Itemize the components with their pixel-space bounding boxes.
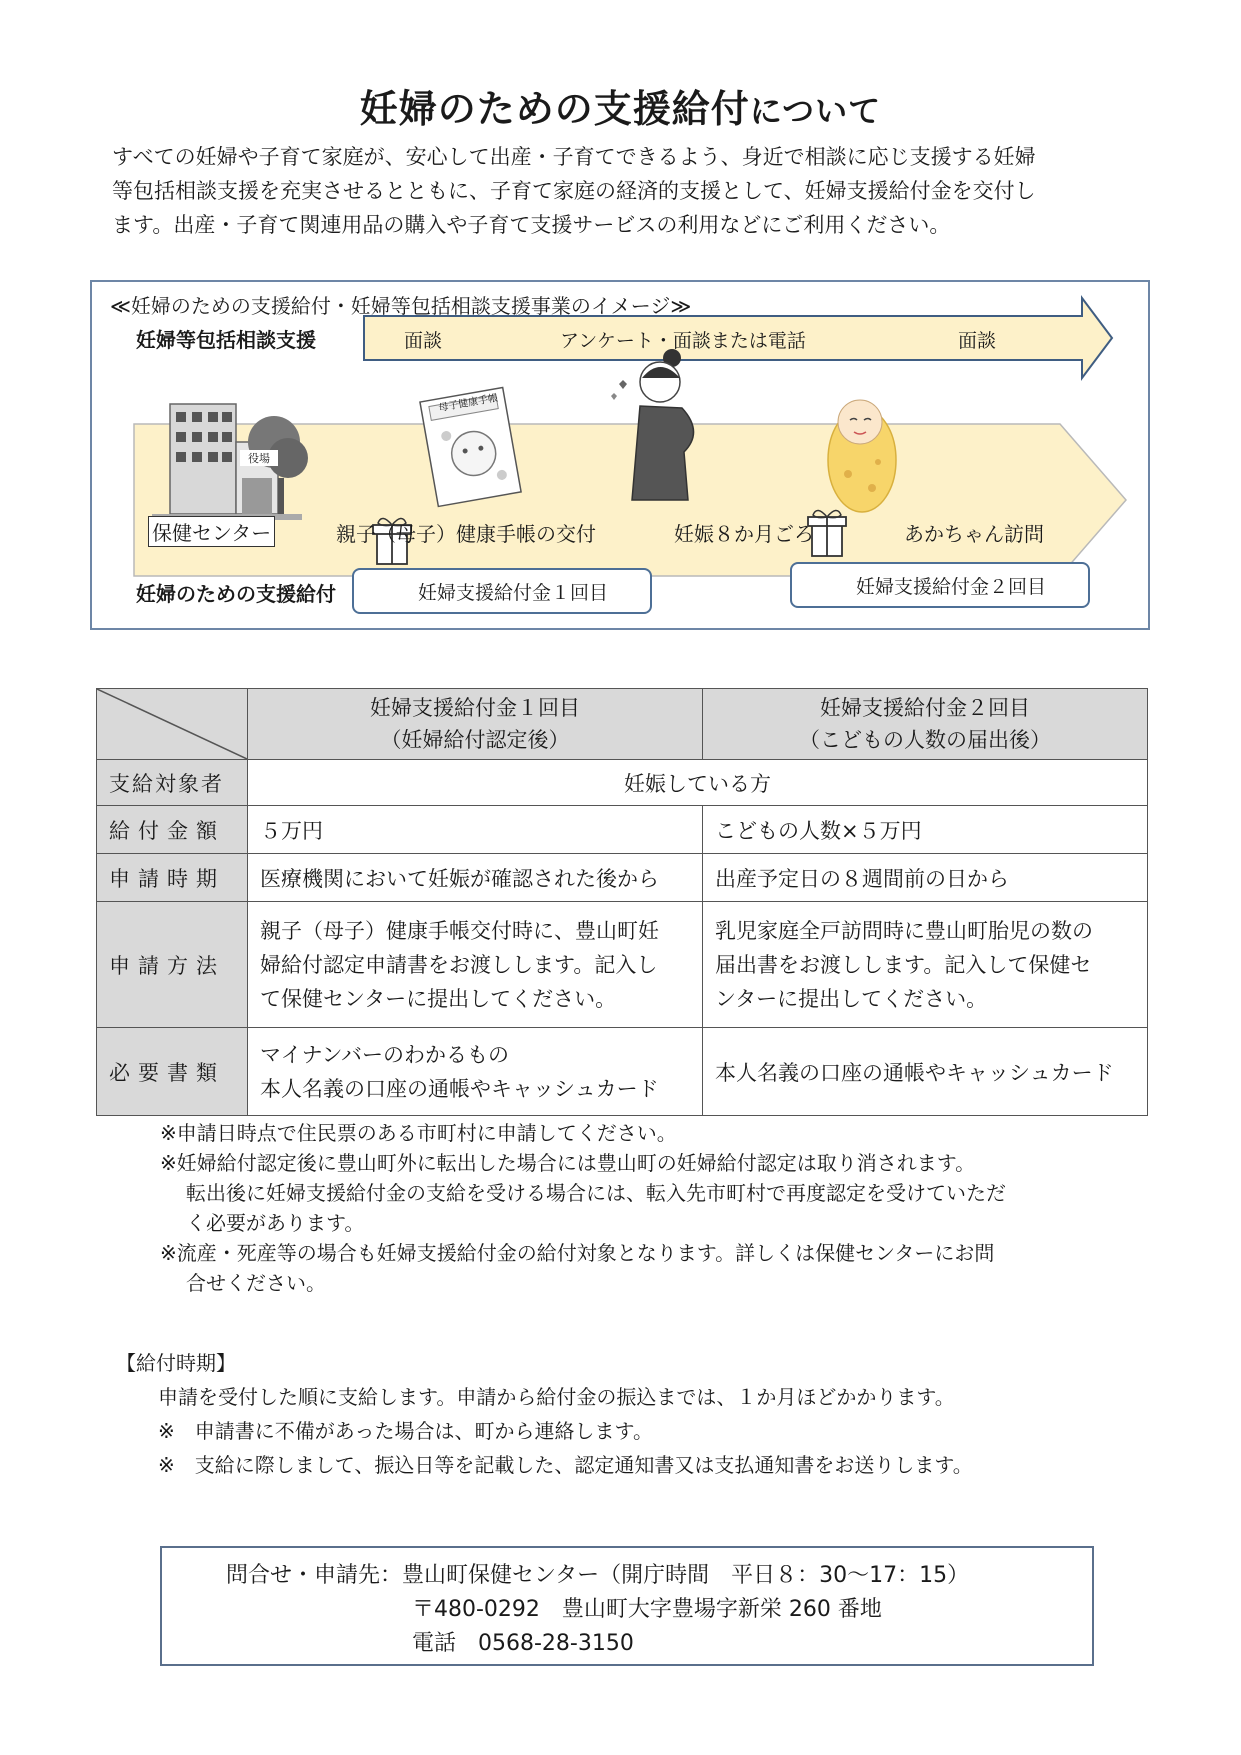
docs-1-line: マイナンバーのわかるもの xyxy=(260,1042,510,1067)
table-row xyxy=(97,1028,1148,1116)
amount-1: ５万円 xyxy=(248,806,703,854)
contact-line-1: 問合せ・申請先：豊山町保健センター（開庁時間 平日８：30〜17：15） xyxy=(226,1563,970,1588)
intro-line: すべての妊婦や子育て家庭が、安心して出産・子育てできるよう、身近で相談に応じ支援する妊婦 xyxy=(112,145,1036,169)
benefit-badge-1-label: 妊婦支援給付金１回目 xyxy=(418,581,609,604)
timing-body: 申請を受付した順に支給します。申請から給付金の振込までは、１か月ほどかかります。 xyxy=(158,1385,955,1409)
benefit-badge-1 xyxy=(352,568,652,614)
docs-1-line: 本人名義の口座の通帳やキャッシュカード xyxy=(260,1076,659,1101)
page-title xyxy=(0,78,1241,133)
title-main: 妊婦のための支援給付 xyxy=(359,87,750,131)
table-corner xyxy=(97,689,248,760)
col-header-2 xyxy=(703,689,1148,760)
counsel-step-1: 面談 xyxy=(404,330,443,352)
timing-heading: 【給付時期】 xyxy=(116,1351,236,1375)
col-header-1 xyxy=(248,689,703,760)
benefit-lane-label: 妊婦のための支援給付 xyxy=(136,582,336,606)
period-1: 医療機関において妊娠が確認された後から xyxy=(248,854,703,902)
col-header-2-sub: （こどもの人数の届出後） xyxy=(799,728,1051,752)
note-line: く必要があります。 xyxy=(186,1211,365,1235)
method-2-line: 届出書をお渡しします。記入して保健セ xyxy=(715,952,1092,977)
note-line: ※流産・死産等の場合も妊婦支援給付金の給付対象となります。詳しくは保健センターにお問 xyxy=(160,1241,995,1265)
note-line: 転出後に妊婦支援給付金の支給を受ける場合には、転入先市町村で再度認定を受けていただ xyxy=(186,1181,1006,1205)
benefit-table xyxy=(96,688,1148,1116)
method-1 xyxy=(248,902,703,1028)
table-row xyxy=(97,854,1148,902)
counsel-lane-label: 妊婦等包括相談支援 xyxy=(136,328,316,352)
notes xyxy=(160,1118,1150,1298)
diagram-caption: ≪妊婦のための支援給付・妊婦等包括相談支援事業のイメージ≫ xyxy=(110,294,692,318)
baby-icon xyxy=(828,400,896,512)
method-1-line: て保健センターに提出してください。 xyxy=(260,986,617,1011)
title-suffix: について xyxy=(749,92,882,130)
col-header-1-title: 妊婦支援給付金１回目 xyxy=(370,696,580,720)
counsel-step-2: アンケート・面談または電話 xyxy=(560,330,806,352)
benefit-badge-2 xyxy=(790,562,1090,608)
contact-phone: 電話 0568-28-3150 xyxy=(412,1631,634,1656)
method-2 xyxy=(703,902,1148,1028)
step-handbook: 親子（母子）健康手帳の交付 xyxy=(336,522,596,546)
method-1-line: 婦給付認定申請書をお渡しします。記入し xyxy=(260,952,658,977)
col-header-2-title: 妊婦支援給付金２回目 xyxy=(820,696,1030,720)
note-line: ※申請日時点で住民票のある市町村に申請してください。 xyxy=(160,1121,677,1145)
row-label-amount: 給付金額 xyxy=(97,806,248,854)
handbook-cover-text: 母子健康手帳 xyxy=(437,392,499,415)
docs-2: 本人名義の口座の通帳やキャッシュカード xyxy=(703,1028,1148,1116)
row-label-docs: 必要書類 xyxy=(97,1028,248,1116)
note-line: 合せください。 xyxy=(186,1271,326,1295)
period-2: 出産予定日の８週間前の日から xyxy=(703,854,1148,902)
docs-1 xyxy=(248,1028,703,1116)
step-health-center: 保健センター xyxy=(148,516,275,547)
payment-timing xyxy=(116,1346,1146,1482)
method-1-line: 親子（母子）健康手帳交付時に、豊山町妊 xyxy=(260,918,659,943)
table-row xyxy=(97,902,1148,1028)
counsel-step-3: 面談 xyxy=(958,330,997,352)
intro-paragraph xyxy=(112,140,1142,242)
target-value: 妊娠している方 xyxy=(248,760,1148,806)
row-label-period: 申請時期 xyxy=(97,854,248,902)
contact-box xyxy=(160,1546,1094,1666)
note-line: ※妊婦給付認定後に豊山町外に転出した場合には豊山町の妊婦給付認定は取り消されます。 xyxy=(160,1151,976,1175)
contact-address: 〒480-0292 豊山町大字豊場字新栄 260 番地 xyxy=(412,1597,882,1622)
method-2-line: ンターに提出してください。 xyxy=(715,986,988,1011)
col-header-1-sub: （妊婦給付認定後） xyxy=(380,728,570,752)
step-8-months: 妊娠８か月ごろ xyxy=(674,522,814,546)
timing-note-2: ※ 支給に際しまして、振込日等を記載した、認定通知書又は支払通知書をお送りします。 xyxy=(158,1453,973,1477)
row-label-target: 支給対象者 xyxy=(97,760,248,806)
benefit-badge-2-label: 妊婦支援給付金２回目 xyxy=(856,575,1047,598)
support-image-diagram xyxy=(90,280,1150,630)
timing-note-1: ※ 申請書に不備があった場合は、町から連絡します。 xyxy=(158,1419,653,1443)
intro-line: ます。出産・子育て関連用品の購入や子育て支援サービスの利用などにご利用ください。 xyxy=(112,213,951,237)
step-baby-visit: あかちゃん訪問 xyxy=(904,522,1044,546)
table-row xyxy=(97,806,1148,854)
intro-line: 等包括相談支援を充実させるとともに、子育て家庭の経済的支援として、妊婦支援給付金を交付し xyxy=(112,179,1036,203)
table-row xyxy=(97,760,1148,806)
method-2-line: 乳児家庭全戸訪問時に豊山町胎児の数の xyxy=(715,918,1093,943)
corner-diagonal xyxy=(97,689,247,759)
office-sign: 役場 xyxy=(240,450,278,466)
amount-2: こどもの人数×５万円 xyxy=(703,806,1148,854)
row-label-method: 申請方法 xyxy=(97,902,248,1028)
